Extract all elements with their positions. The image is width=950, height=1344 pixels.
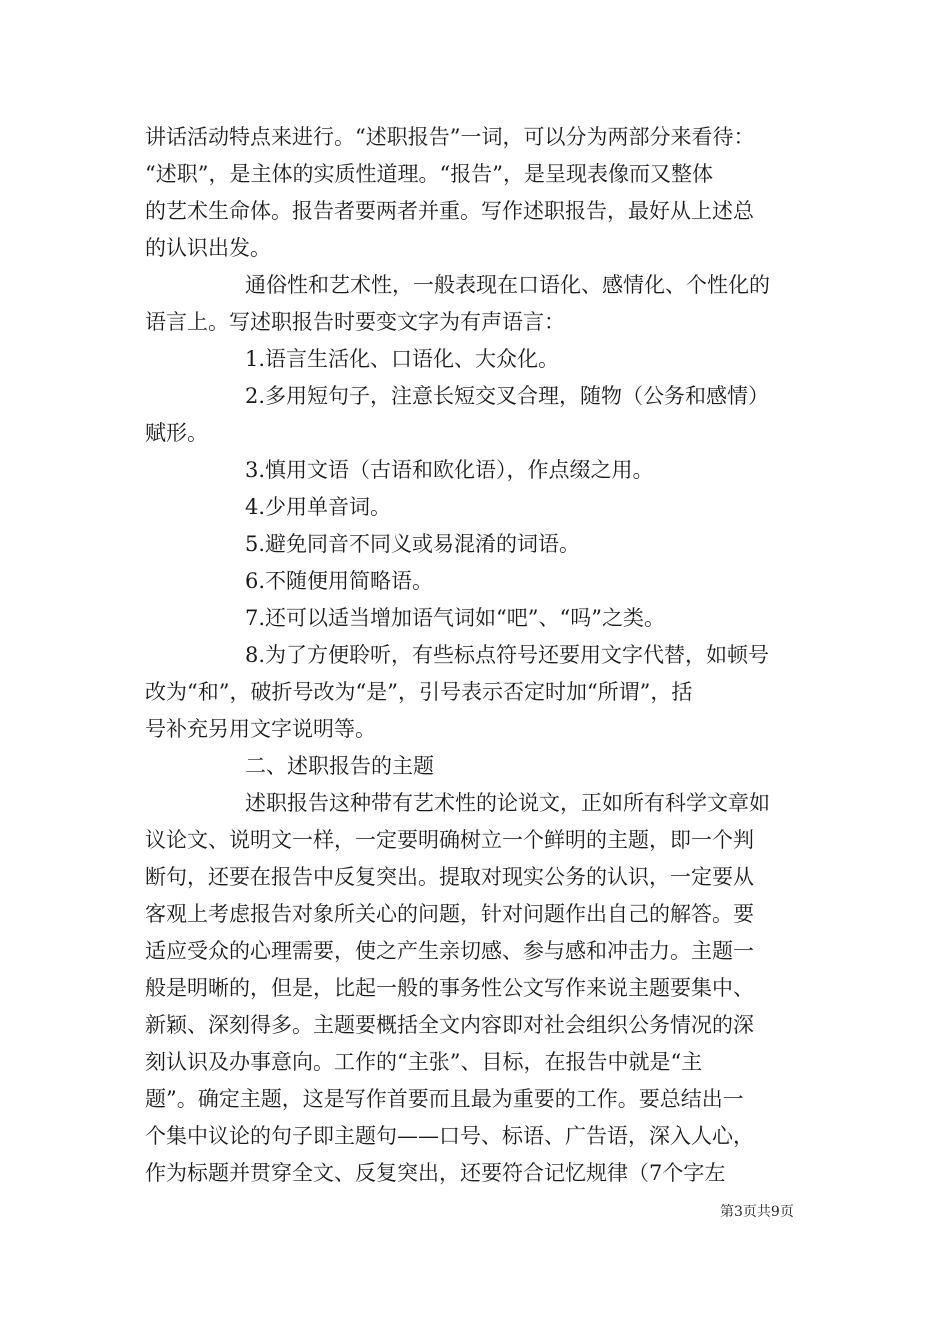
body-line: 语言上。写述职报告时要变文字为有声语言： <box>145 310 565 334</box>
body-line: 讲话活动特点来进行。“述职报告”一词，可以分为两部分来看待： <box>145 125 755 149</box>
list-item: 2.多用短句子，注意长短交叉合理，随物（公务和感情） <box>245 384 770 408</box>
body-line: 个集中议论的句子即主题句——口号、标语、广告语，深入人心， <box>145 1124 754 1148</box>
body-line: 议论文、说明文一样，一定要明确树立一个鲜明的主题，即一个判 <box>145 828 754 852</box>
list-item: 8.为了方便聆听，有些标点符号还要用文字代替，如顿号 <box>245 643 770 667</box>
body-line: 的艺术生命体。报告者要两者并重。写作述职报告，最好从上述总 <box>145 199 754 223</box>
body-line: 客观上考虑报告对象所关心的问题，针对问题作出自己的解答。要 <box>145 902 754 926</box>
body-line: 断句，还要在报告中反复突出。提取对现实公务的认识，一定要从 <box>145 865 754 889</box>
list-item: 3.慎用文语（古语和欧化语），作点缀之用。 <box>245 458 654 482</box>
body-line: 述职报告这种带有艺术性的论说文，正如所有科学文章如 <box>245 791 770 815</box>
body-line: 题”。确定主题，这是写作首要而且最为重要的工作。要总结出一 <box>145 1087 744 1111</box>
body-line: 的认识出发。 <box>145 236 271 260</box>
section-heading: 二、述职报告的主题 <box>245 754 434 778</box>
body-line: 通俗性和艺术性，一般表现在口语化、感情化、个性化的 <box>245 273 770 297</box>
body-line: “述职”，是主体的实质性道理。“报告”，是呈现表像而又整体 <box>145 162 713 186</box>
body-line: 刻认识及办事意向。工作的“主张”、目标，在报告中就是“主 <box>145 1050 703 1074</box>
body-line: 改为“和”，破折号改为“是”，引号表示否定时加“所谓”，括 <box>145 680 693 704</box>
list-item: 5.避免同音不同义或易混淆的词语。 <box>245 532 581 556</box>
list-item: 4.少用单音词。 <box>245 495 392 519</box>
body-line: 作为标题并贯穿全文、反复突出，还要符合记忆规律（7个字左 <box>145 1161 726 1185</box>
list-item: 1.语言生活化、口语化、大众化。 <box>245 347 560 371</box>
page-number-footer: 第3页共9页 <box>720 1204 794 1220</box>
body-line: 号补充另用文字说明等。 <box>145 717 376 741</box>
body-line: 适应受众的心理需要，使之产生亲切感、参与感和冲击力。主题一 <box>145 939 754 963</box>
list-item: 7.还可以适当增加语气词如“吧”、“吗”之类。 <box>245 606 665 630</box>
body-line: 赋形。 <box>145 421 208 445</box>
body-line: 般是明晰的，但是，比起一般的事务性公文写作来说主题要集中、 <box>145 976 754 1000</box>
body-line: 新颖、深刻得多。主题要概括全文内容即对社会组织公务情况的深 <box>145 1013 754 1037</box>
list-item: 6.不随便用简略语。 <box>245 569 434 593</box>
